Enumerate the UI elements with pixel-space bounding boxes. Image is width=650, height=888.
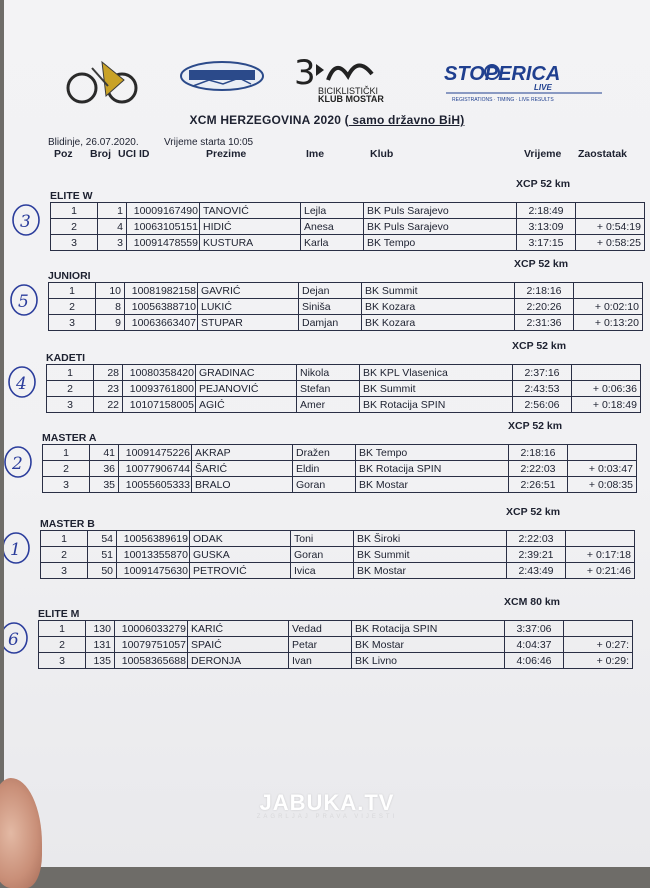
cell-ime: Toni <box>291 531 354 547</box>
watermark <box>4 790 650 820</box>
col-vrijeme: Vrijeme <box>524 148 562 160</box>
handwritten-circled-number <box>4 442 34 482</box>
cell-zaostatak: + 0:27: <box>564 637 633 653</box>
cell-klub: BK Tempo <box>356 445 509 461</box>
cell-vrijeme: 2:31:36 <box>515 315 574 331</box>
cell-prezime: BRALO <box>192 477 293 493</box>
category-distance: XCP 52 km <box>516 178 571 190</box>
cell-klub: BK Mostar <box>352 637 505 653</box>
cell-poz: 1 <box>41 531 88 547</box>
cell-vrijeme: 2:20:26 <box>515 299 574 315</box>
cell-uci: 10081982158 <box>125 283 198 299</box>
cell-uci: 10093761800 <box>123 381 196 397</box>
category-distance: XCP 52 km <box>512 340 567 352</box>
cell-zaostatak <box>564 621 633 637</box>
cell-poz: 1 <box>39 621 86 637</box>
cell-poz: 1 <box>51 203 98 219</box>
category-distance: XCP 52 km <box>508 420 563 432</box>
cell-uci: 10107158005 <box>123 397 196 413</box>
cell-ime: Vedad <box>289 621 352 637</box>
table-row <box>41 547 635 563</box>
table-row <box>41 563 635 579</box>
cell-klub: BK Rotacija SPIN <box>352 621 505 637</box>
cell-zaostatak: + 0:13:20 <box>574 315 643 331</box>
cell-uci: 10080358420 <box>123 365 196 381</box>
col-prezime: Prezime <box>206 148 247 160</box>
cell-uci: 10013355870 <box>117 547 190 563</box>
cell-zaostatak: + 0:54:19 <box>576 219 645 235</box>
cell-zaostatak: + 0:21:46 <box>566 563 635 579</box>
cell-uci: 10091478559 <box>127 235 200 251</box>
table-row <box>51 219 645 235</box>
cell-poz: 1 <box>43 445 90 461</box>
cell-uci: 10056388710 <box>125 299 198 315</box>
cell-ime: Dejan <box>299 283 362 299</box>
cell-poz: 2 <box>51 219 98 235</box>
handwritten-circled-number <box>4 528 32 568</box>
category-title: JUNIORI <box>48 270 91 282</box>
cell-uci: 10056389619 <box>117 531 190 547</box>
cell-prezime: GAVRIĆ <box>198 283 299 299</box>
cell-ime: Nikola <box>297 365 360 381</box>
cell-broj: 10 <box>96 283 125 299</box>
watermark-tagline: ZAGRLJAJ PRAVA VIJESTI <box>256 814 398 820</box>
cell-uci: 10079751057 <box>115 637 188 653</box>
cell-ime: Petar <box>289 637 352 653</box>
cell-broj: 22 <box>94 397 123 413</box>
cell-prezime: HIDIĆ <box>200 219 301 235</box>
cell-zaostatak: + 0:18:49 <box>572 397 641 413</box>
circled-number-text: 6 <box>8 630 19 650</box>
cell-poz: 3 <box>47 397 94 413</box>
cell-zaostatak <box>576 203 645 219</box>
cell-klub: BK Tempo <box>364 235 517 251</box>
cell-broj: 28 <box>94 365 123 381</box>
category-title: MASTER B <box>40 518 95 530</box>
category-title: ELITE M <box>38 608 80 620</box>
cell-vrijeme: 2:22:03 <box>507 531 566 547</box>
cell-ime: Stefan <box>297 381 360 397</box>
start-time: Vrijeme starta 10:05 <box>164 137 254 148</box>
cell-klub: BK Summit <box>354 547 507 563</box>
cell-vrijeme: 3:17:15 <box>517 235 576 251</box>
cell-prezime: GUSKA <box>190 547 291 563</box>
results-table <box>48 282 643 331</box>
cell-vrijeme: 2:43:53 <box>513 381 572 397</box>
cell-ime: Ivan <box>289 653 352 669</box>
col-uci: UCI ID <box>118 148 150 160</box>
cell-ime: Goran <box>291 547 354 563</box>
cell-zaostatak: + 0:58:25 <box>576 235 645 251</box>
handwritten-circled-number <box>4 618 30 658</box>
cell-vrijeme: 4:06:46 <box>505 653 564 669</box>
cell-broj: 54 <box>88 531 117 547</box>
results-table <box>38 620 633 669</box>
cell-poz: 2 <box>49 299 96 315</box>
cell-poz: 3 <box>51 235 98 251</box>
table-row <box>49 315 643 331</box>
circled-number-text: 1 <box>10 540 21 560</box>
cell-broj: 1 <box>98 203 127 219</box>
cell-zaostatak: + 0:08:35 <box>568 477 637 493</box>
table-row <box>39 637 633 653</box>
cell-ime: Lejla <box>301 203 364 219</box>
cell-prezime: AGIĆ <box>196 397 297 413</box>
cell-broj: 36 <box>90 461 119 477</box>
cell-uci: 10091475226 <box>119 445 192 461</box>
cell-klub: BK Puls Sarajevo <box>364 203 517 219</box>
cell-broj: 135 <box>86 653 115 669</box>
cell-klub: BK Mostar <box>356 477 509 493</box>
cell-zaostatak: + 0:29: <box>564 653 633 669</box>
cell-broj: 35 <box>90 477 119 493</box>
cell-klub: BK Mostar <box>354 563 507 579</box>
circled-number-text: 2 <box>12 454 23 474</box>
cell-broj: 50 <box>88 563 117 579</box>
col-poz: Poz <box>54 148 73 160</box>
cell-poz: 1 <box>47 365 94 381</box>
category-title: ELITE W <box>50 190 93 202</box>
results-table <box>46 364 641 413</box>
cell-prezime: TANOVIĆ <box>200 203 301 219</box>
table-row <box>39 621 633 637</box>
category-title: MASTER A <box>42 432 97 444</box>
cell-prezime: ODAK <box>190 531 291 547</box>
cell-prezime: AKRAP <box>192 445 293 461</box>
table-row <box>49 283 643 299</box>
cell-prezime: PEJANOVIĆ <box>196 381 297 397</box>
cell-zaostatak: + 0:06:36 <box>572 381 641 397</box>
cell-uci: 10055605333 <box>119 477 192 493</box>
cell-broj: 8 <box>96 299 125 315</box>
cell-klub: BK Široki <box>354 531 507 547</box>
cell-vrijeme: 2:56:06 <box>513 397 572 413</box>
cell-broj: 9 <box>96 315 125 331</box>
table-row <box>43 477 637 493</box>
svg-text:REGISTRATIONS · TIMING · LIVE: REGISTRATIONS · TIMING · LIVE RESULTS <box>452 97 554 103</box>
cell-poz: 2 <box>43 461 90 477</box>
cell-zaostatak: + 0:03:47 <box>568 461 637 477</box>
col-zaostatak: Zaostatak <box>578 148 628 160</box>
cell-broj: 3 <box>98 235 127 251</box>
cell-ime: Dražen <box>293 445 356 461</box>
cell-klub: BK Rotacija SPIN <box>356 461 509 477</box>
cell-ime: Anesa <box>301 219 364 235</box>
cell-vrijeme: 2:18:49 <box>517 203 576 219</box>
table-row <box>47 365 641 381</box>
place-date: Blidinje, 26.07.2020. <box>48 137 139 148</box>
svg-text:LIVE: LIVE <box>534 83 552 92</box>
col-klub: Klub <box>370 148 394 160</box>
table-row <box>43 445 637 461</box>
cell-vrijeme: 3:37:06 <box>505 621 564 637</box>
cell-ime: Damjan <box>299 315 362 331</box>
cell-vrijeme: 2:37:16 <box>513 365 572 381</box>
watermark-brand: JABUKA.TV <box>259 790 395 815</box>
category-distance: XCP 52 km <box>506 506 561 518</box>
cell-zaostatak <box>568 445 637 461</box>
bk-mostar-logo <box>294 50 414 102</box>
cell-vrijeme: 2:22:03 <box>509 461 568 477</box>
svg-text:3: 3 <box>294 53 316 93</box>
handwritten-circled-number <box>4 362 38 402</box>
category-distance: XCM 80 km <box>504 596 561 608</box>
svg-text:KLUB MOSTAR: KLUB MOSTAR <box>318 94 384 102</box>
cell-ime: Amer <box>297 397 360 413</box>
cell-klub: BK Summit <box>362 283 515 299</box>
cell-vrijeme: 2:43:49 <box>507 563 566 579</box>
cell-broj: 51 <box>88 547 117 563</box>
results-table <box>42 444 637 493</box>
cell-prezime: DERONJA <box>188 653 289 669</box>
cell-klub: BK Kozara <box>362 299 515 315</box>
cell-uci: 10077906744 <box>119 461 192 477</box>
cell-klub: BK Kozara <box>362 315 515 331</box>
cell-zaostatak: + 0:02:10 <box>574 299 643 315</box>
results-sheet <box>4 0 650 867</box>
table-row <box>51 203 645 219</box>
cell-zaostatak <box>566 531 635 547</box>
cell-vrijeme: 2:26:51 <box>509 477 568 493</box>
cell-klub: BK Summit <box>360 381 513 397</box>
table-row <box>39 653 633 669</box>
cell-ime: Goran <box>293 477 356 493</box>
cell-poz: 2 <box>39 637 86 653</box>
svg-text:BICIKLISTIČKI: BICIKLISTIČKI <box>318 86 379 96</box>
table-row <box>41 531 635 547</box>
cell-uci: 10058365688 <box>115 653 188 669</box>
cell-klub: BK Rotacija SPIN <box>360 397 513 413</box>
cell-klub: BK Livno <box>352 653 505 669</box>
cell-prezime: KARIĆ <box>188 621 289 637</box>
svg-text:STOPERICA: STOPERICA <box>444 63 561 85</box>
document-title: XCM HERZEGOVINA 2020 ( samo državno BiH) <box>189 113 465 127</box>
cell-broj: 4 <box>98 219 127 235</box>
cell-zaostatak: + 0:17:18 <box>566 547 635 563</box>
cell-vrijeme: 2:18:16 <box>515 283 574 299</box>
blidinje-logo <box>179 60 265 92</box>
results-table <box>50 202 645 251</box>
cell-ime: Eldin <box>293 461 356 477</box>
cell-ime: Ivica <box>291 563 354 579</box>
cell-zaostatak <box>572 365 641 381</box>
cell-ime: Karla <box>301 235 364 251</box>
cell-vrijeme: 2:18:16 <box>509 445 568 461</box>
cell-uci: 10009167490 <box>127 203 200 219</box>
cell-uci: 10006033279 <box>115 621 188 637</box>
category-title: KADETI <box>46 352 86 364</box>
circled-number-text: 4 <box>16 374 27 394</box>
col-ime: Ime <box>306 148 325 160</box>
cell-klub: BK Puls Sarajevo <box>364 219 517 235</box>
col-broj: Broj <box>90 148 111 160</box>
table-row <box>49 299 643 315</box>
cell-poz: 3 <box>43 477 90 493</box>
cell-broj: 130 <box>86 621 115 637</box>
cell-poz: 3 <box>39 653 86 669</box>
category-distance: XCP 52 km <box>514 258 569 270</box>
handwritten-circled-number <box>8 200 42 240</box>
cell-prezime: ŠARIĆ <box>192 461 293 477</box>
cell-vrijeme: 2:39:21 <box>507 547 566 563</box>
cell-ime: Siniša <box>299 299 362 315</box>
cycling-federation-logo <box>62 56 142 106</box>
cell-broj: 41 <box>90 445 119 461</box>
cell-broj: 23 <box>94 381 123 397</box>
cell-klub: BK KPL Vlasenica <box>360 365 513 381</box>
cell-vrijeme: 3:13:09 <box>517 219 576 235</box>
cell-zaostatak <box>574 283 643 299</box>
table-row <box>51 235 645 251</box>
stoperica-logo <box>442 60 610 104</box>
cell-uci: 10063105151 <box>127 219 200 235</box>
handwritten-circled-number <box>6 280 40 320</box>
cell-uci: 10063663407 <box>125 315 198 331</box>
cell-prezime: STUPAR <box>198 315 299 331</box>
cell-prezime: LUKIĆ <box>198 299 299 315</box>
table-row <box>43 461 637 477</box>
cell-prezime: SPAIĆ <box>188 637 289 653</box>
cell-poz: 2 <box>47 381 94 397</box>
cell-poz: 2 <box>41 547 88 563</box>
cell-poz: 3 <box>41 563 88 579</box>
circled-number-text: 3 <box>20 212 31 232</box>
table-row <box>47 397 641 413</box>
cell-poz: 1 <box>49 283 96 299</box>
table-row <box>47 381 641 397</box>
cell-poz: 3 <box>49 315 96 331</box>
sponsor-logos <box>4 48 650 108</box>
results-table <box>40 530 635 579</box>
cell-broj: 131 <box>86 637 115 653</box>
cell-uci: 10091475630 <box>117 563 190 579</box>
circled-number-text: 5 <box>18 292 29 312</box>
cell-prezime: KUSTURA <box>200 235 301 251</box>
cell-prezime: GRADINAC <box>196 365 297 381</box>
cell-vrijeme: 4:04:37 <box>505 637 564 653</box>
cell-prezime: PETROVIĆ <box>190 563 291 579</box>
